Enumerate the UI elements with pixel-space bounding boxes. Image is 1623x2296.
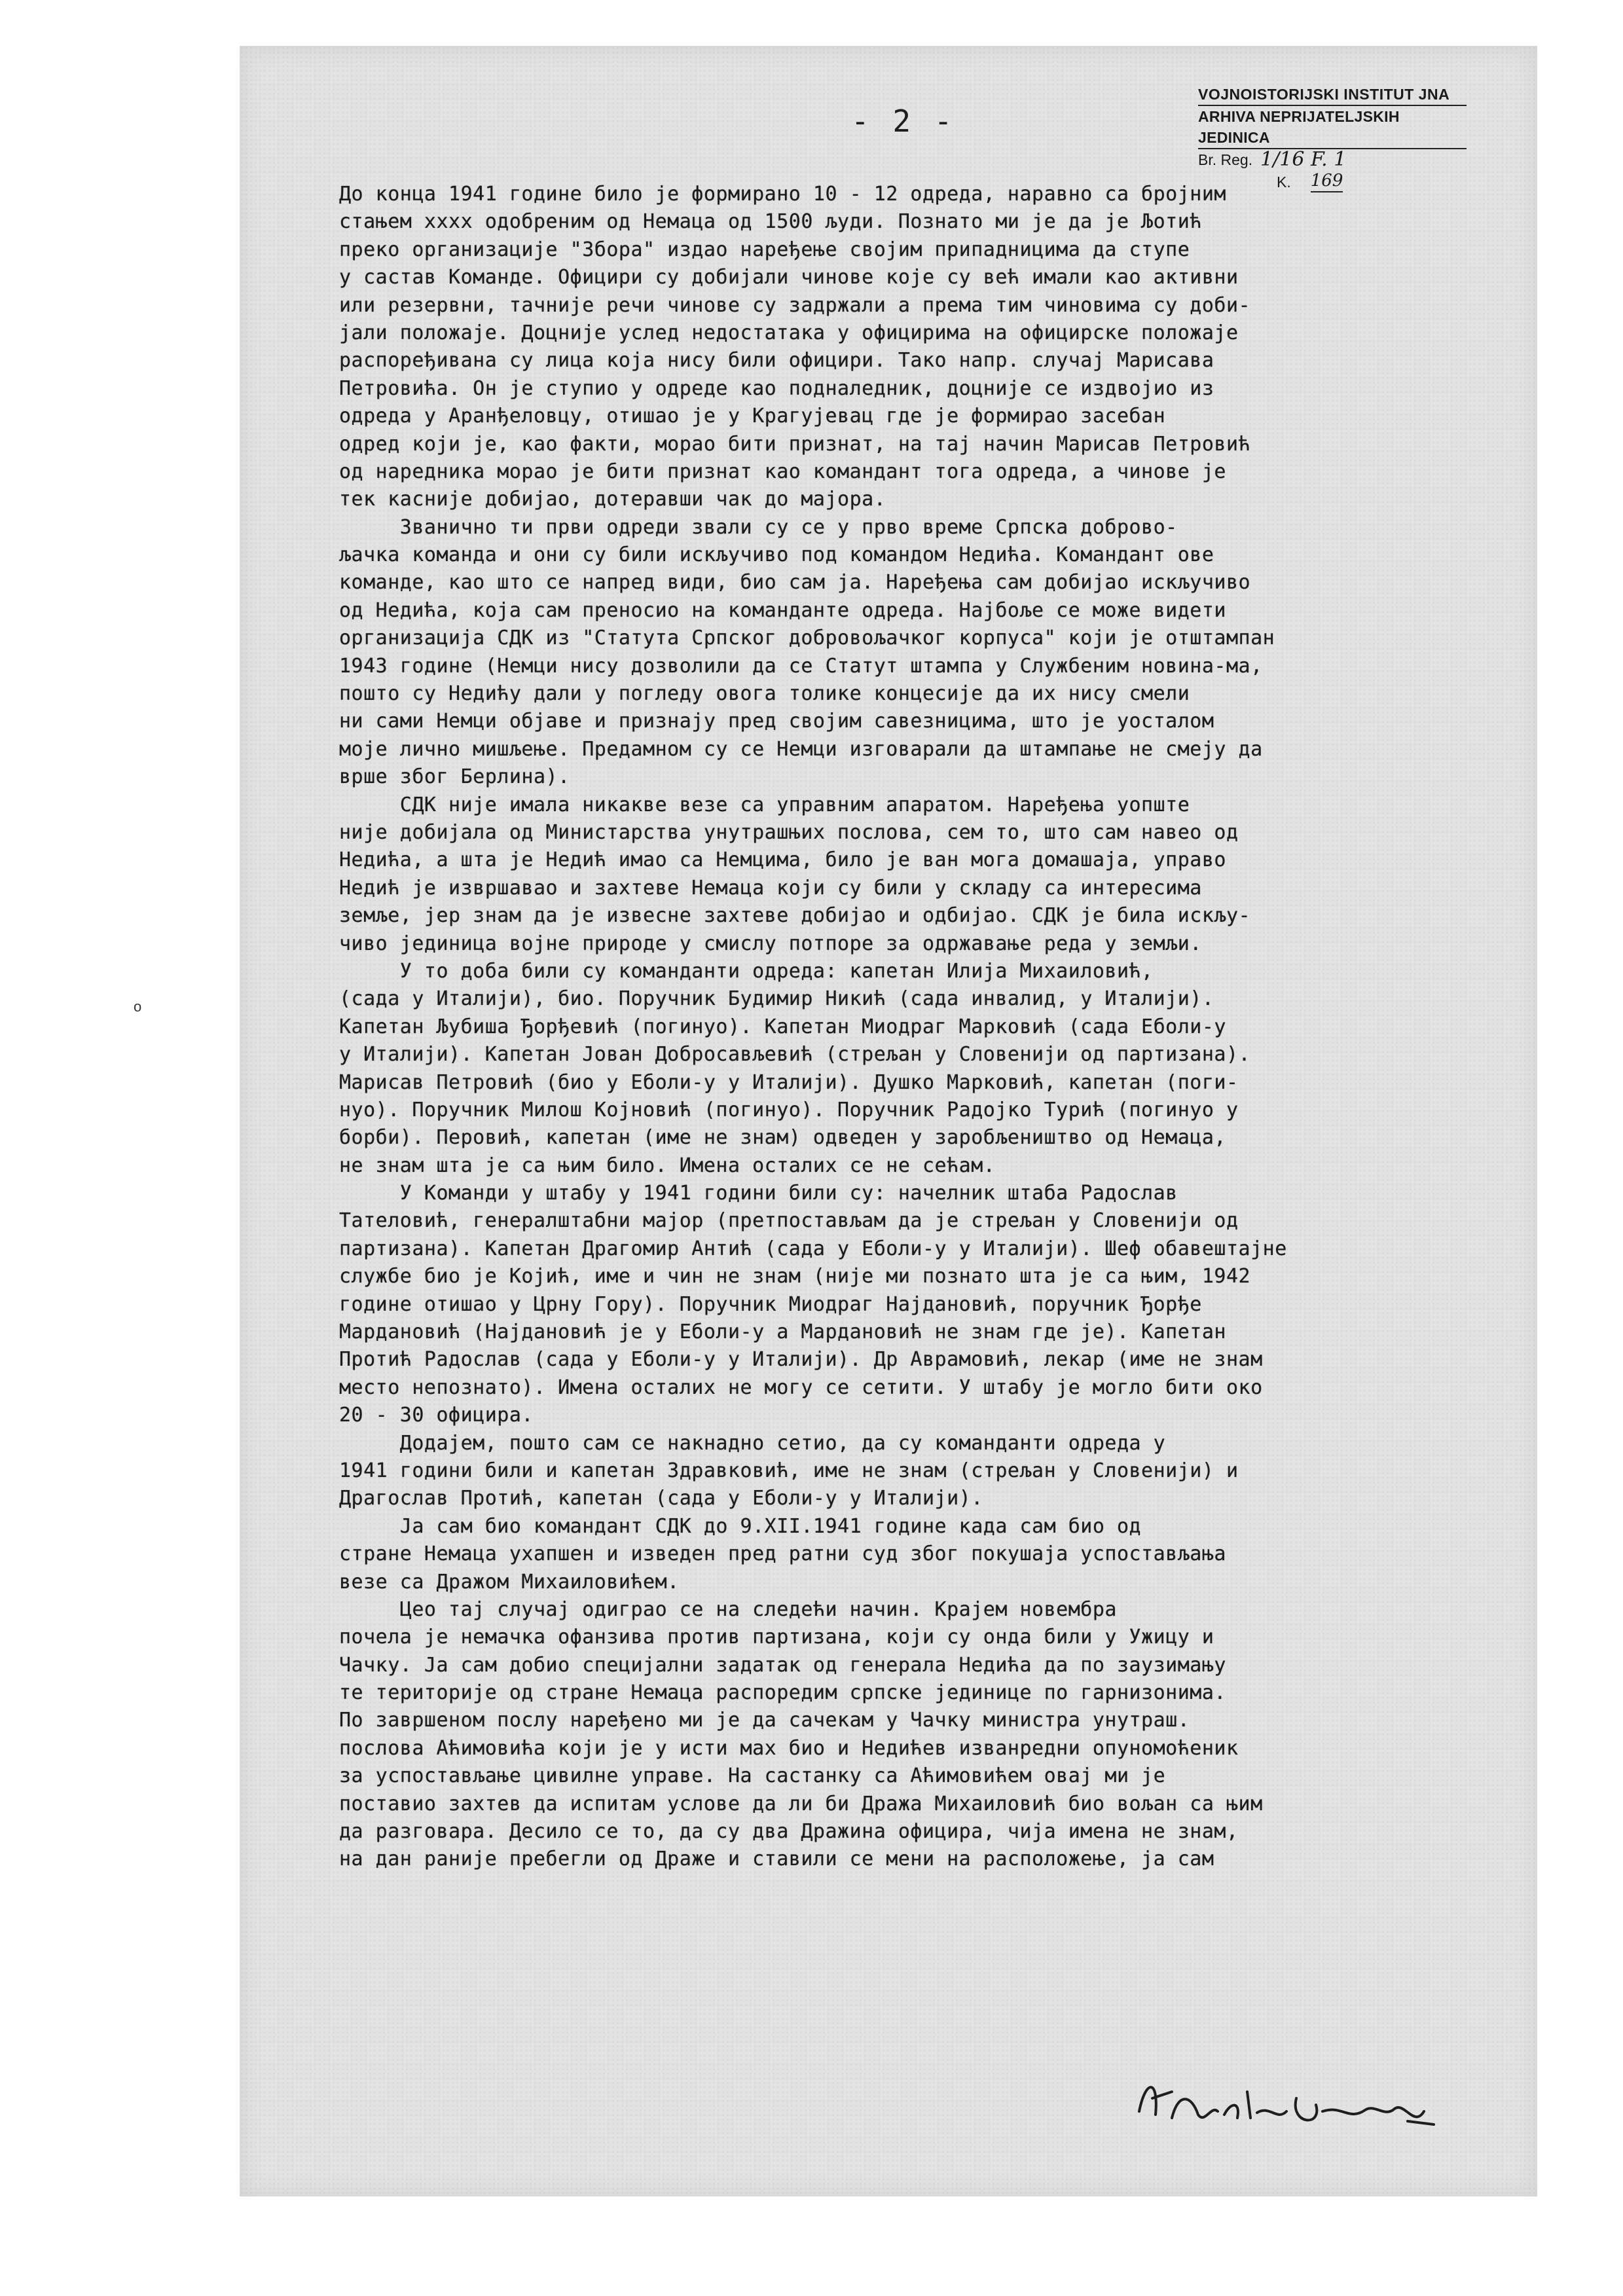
stamp-k-value: 169 xyxy=(1311,170,1343,192)
text-line: од Недића, која сам преносио на команданте одреда. Најбоље се може видети xyxy=(339,598,1226,622)
text-line: Марисав Петровић (био у Еболи-у у Италији). Душко Марковић, капетан (поги- xyxy=(339,1070,1239,1094)
text-line: није добијала од Министарства унутрашњих послова, сем то, што сам навео од xyxy=(339,820,1239,844)
text-line: чиво јединица војне природе у смислу потпоре за одржавање реда у земљи. xyxy=(339,932,1202,955)
text-line: ни сами Немци објаве и признају пред својим савезницима, што је уосталом xyxy=(339,710,1214,733)
text-line: тек касније добијао, дотеравши чак до мајора. xyxy=(339,488,886,511)
text-line: послова Аћимовића који је у исти мах био и Недићев изванредни опуномоћеник xyxy=(339,1736,1239,1760)
text-line: одреда у Аранђеловцу, отишао је у Крагујевац где је формирао засебан xyxy=(339,405,1166,428)
text-line: команде, као што се напред види, био сам ја. Наређења сам добијао искључиво xyxy=(339,571,1251,594)
text-line: У Команди у штабу у 1941 години били су: начелник штаба Радослав xyxy=(339,1182,1178,1205)
text-line: те територије од стране Немаца распоредим српске јединице по гарнизонима. xyxy=(339,1681,1226,1705)
text-line: службе био је Којић, име и чин не знам (није ми познато шта је са њим, 1942 xyxy=(339,1265,1251,1288)
text-line: или резервни, тачније речи чинове су задржали а према тим чиновима су доби- xyxy=(339,293,1251,317)
stamp-archive: ARHIVA NEPRIJATELJSKIH JEDINICA xyxy=(1198,106,1467,149)
text-line: (сада у Италији), био. Поручник Будимир Никић (сада инвалид, у Италији). xyxy=(339,987,1214,1011)
text-line: на дан раније пребегли од Драже и ставили се мени на расположење, ја сам xyxy=(339,1848,1214,1871)
stamp-reg-label: Br. Reg. xyxy=(1198,151,1253,168)
text-line: поставио захтев да испитам услове да ли би Дража Михаиловић био вољан са њим xyxy=(339,1792,1263,1815)
text-line: 1943 године (Немци нису дозволили да се Статут штампа у Службеним новина-ма, xyxy=(339,654,1263,678)
text-line: земље, јер знам да је извесне захтеве добијао и одбијао. СДК је била искљу- xyxy=(339,904,1251,928)
stamp-reg-row xyxy=(1198,149,1467,170)
text-line: љачка команда и они су били искључиво под командом Недића. Командант ове xyxy=(339,543,1214,567)
text-line: Цео тај случај одиграо се на следећи начин. Крајем новембра xyxy=(339,1597,1117,1621)
stamp-institute: VOJNOISTORIJSKI INSTITUT JNA xyxy=(1198,84,1467,106)
text-line: По завршеном послу наређено ми је да сачекам у Чачку министра унутраш. xyxy=(339,1709,1190,1732)
text-line: моје лично мишљење. Предамном су се Немци изговарали да штампање не смеју да xyxy=(339,737,1263,761)
text-line: Недића, а шта је Недић имао са Немцима, било је ван мога домашаја, управо xyxy=(339,848,1226,872)
text-line: везе са Дражом Михаиловићем. xyxy=(339,1570,680,1594)
text-line: организација СДК из "Статута Српског добровољачког корпуса" који је отштампан xyxy=(339,627,1275,650)
text-line: борби). Перовић, капетан (име не знам) одведен у заробљеништво од Немаца, xyxy=(339,1126,1226,1150)
text-line: пошто су Недићу дали у погледу овога толике концесије да их нису смели xyxy=(339,682,1190,706)
text-line: врше због Берлина). xyxy=(339,765,570,789)
stamp-reg-value: 1/16 F. 1 xyxy=(1260,148,1347,171)
text-line: почела је немачка офанзива против партизана, који су онда били у Ужицу и xyxy=(339,1626,1214,1649)
text-line: Чачку. Ја сам добио специјални задатак од генерала Недића да по заузимању xyxy=(339,1653,1226,1677)
text-line: Протић Радослав (сада у Еболи-у у Италији). Др Аврамовић, лекар (име не знам xyxy=(339,1348,1263,1372)
stamp-k-label: K. xyxy=(1277,173,1291,191)
text-line: СДК није имала никакве везе са управним апаратом. Наређења уопште xyxy=(339,793,1190,816)
text-line: за успостављање цивилне управе. На састанку са Аћимовићем овај ми је xyxy=(339,1764,1166,1788)
text-line: Ја сам био командант СДК до 9.XII.1941 године када сам био од xyxy=(339,1514,1142,1538)
text-line: да разговара. Десило се то, да су два Дражина официра, чија имена не знам, xyxy=(339,1820,1239,1844)
text-line: Драгослав Протић, капетан (сада у Еболи-у у Италији). xyxy=(339,1487,983,1510)
text-line: преко организације "Збора" издао наређење својим припадницима да ступе xyxy=(339,238,1190,261)
text-line: Званично ти први одреди звали су се у прво време Српска доброво- xyxy=(339,515,1178,539)
text-line: Капетан Љубиша Ђорђевић (погинуо). Капетан Миодраг Марковић (сада Еболи-у xyxy=(339,1015,1226,1038)
text-line: у састав Команде. Официри су добијали чинове које су већ имали као активни xyxy=(339,266,1239,289)
text-line: 1941 години били и капетан Здравковић, име не знам (стрељан у Словенији) и xyxy=(339,1459,1239,1482)
text-line: 20 - 30 официра. xyxy=(339,1404,534,1427)
text-line: године отишао у Црну Гору). Поручник Миодраг Најдановић, поручник Ђорђе xyxy=(339,1292,1202,1316)
text-line: У то доба били су команданти одреда: капетан Илија Михаиловић, xyxy=(339,959,1154,983)
page-number: - 2 - xyxy=(851,103,955,139)
text-line: Недић је извршавао и захтеве Немаца који су били у складу са интересима xyxy=(339,876,1202,900)
text-line: Мардановић (Најдановић је у Еболи-у а Мардановић не знам где је). Капетан xyxy=(339,1321,1226,1344)
text-line: партизана). Капетан Драгомир Антић (сада у Еболи-у у Италији). Шеф обавештајне xyxy=(339,1237,1287,1260)
text-line: распоређивана су лица која нису били официри. Тако напр. случај Марисава xyxy=(339,349,1214,373)
margin-mark: o xyxy=(134,998,142,1015)
text-line: нуо). Поручник Милош Којновић (погинуо). Поручник Радојко Турић (погинуо у xyxy=(339,1098,1239,1121)
text-line: у Италији). Капетан Јован Добросављевић (стрељан у Словенији од партизана). xyxy=(339,1043,1251,1066)
text-line: одред који је, као факти, морао бити признат, на тај начин Марисав Петровић xyxy=(339,432,1251,456)
archive-stamp xyxy=(1198,84,1467,192)
text-line: стране Немаца ухапшен и изведен пред ратни суд због покушаја успостављања xyxy=(339,1542,1226,1566)
handwritten-signature xyxy=(1126,2066,1440,2144)
text-line: место непознато). Имена осталих не могу се сетити. У штабу је могло бити око xyxy=(339,1376,1263,1399)
text-line: јали положаје. Доцније услед недостатака у официрима на официрске положаје xyxy=(339,321,1239,344)
text-line: Петровића. Он је ступио у одреде као подналедник, доцније се издвојио из xyxy=(339,376,1214,400)
text-line: Тателовић, генералштабни мајор (претпостављам да је стрељан у Словенији од xyxy=(339,1209,1239,1233)
text-line: не знам шта је са њим било. Имена осталих се не сећам. xyxy=(339,1154,996,1177)
text-line: До конца 1941 године било је формирано 10 - 12 одреда, наравно са бројним xyxy=(339,183,1226,206)
text-line: од наредника морао је бити признат као командант тога одреда, а чинове је xyxy=(339,460,1226,483)
text-line: стањем xxxx одобреним од Немаца од 1500 људи. Познато ми је да је Љотић xyxy=(339,210,1202,234)
document-body xyxy=(339,181,1531,1874)
text-line: Додајем, пошто сам се накнадно сетио, да су команданти одреда у xyxy=(339,1431,1166,1455)
